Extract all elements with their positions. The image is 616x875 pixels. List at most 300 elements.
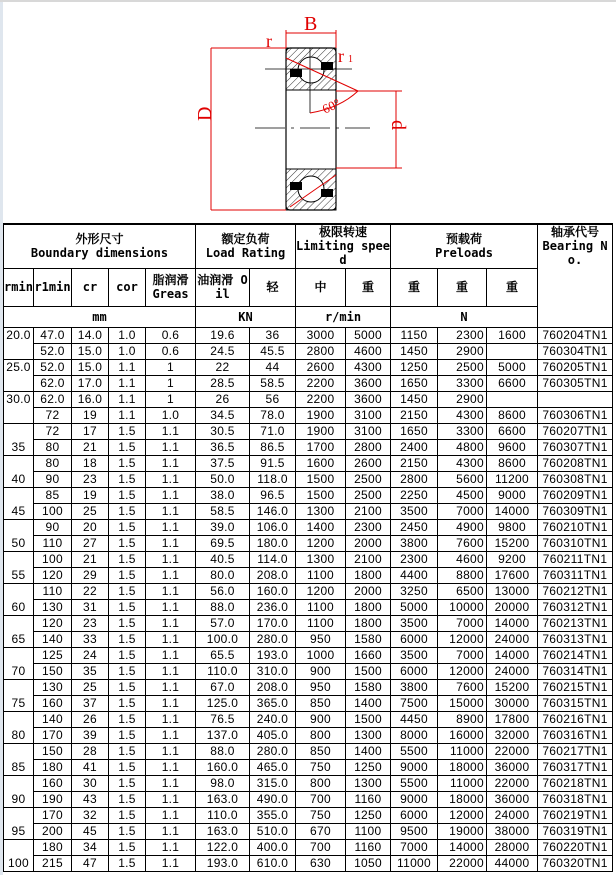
table-cell: 2150 [391, 455, 438, 471]
table-cell: 1.1 [146, 839, 196, 855]
table-cell: 27 [72, 535, 109, 551]
table-cell: 1150 [391, 327, 438, 343]
table-cell: 28 [72, 743, 109, 759]
subheader-cell: 重 [487, 268, 538, 306]
table-cell: 1.0 [109, 327, 146, 343]
table-cell: 137.0 [196, 727, 250, 743]
table-cell: 35 [72, 663, 109, 679]
table-cell: 14.0 [72, 327, 109, 343]
table-cell: 1450 [391, 391, 438, 407]
table-cell: 1300 [296, 503, 346, 519]
table-cell: 8600 [487, 407, 538, 423]
subheader-cell: 中 [296, 268, 346, 306]
table-cell: 120 [34, 567, 72, 583]
table-cell: 65.5 [196, 647, 250, 663]
table-cell: 1.5 [109, 503, 146, 519]
subheader-cell: cor [109, 268, 146, 306]
table-cell: 1.1 [146, 615, 196, 631]
table-cell: 3500 [391, 503, 438, 519]
table-cell: 150 [34, 663, 72, 679]
table-cell: 950 [296, 631, 346, 647]
table-cell: 180 [34, 839, 72, 855]
table-cell: 8900 [438, 711, 487, 727]
table-cell: 72 [34, 407, 72, 423]
table-cell: 7000 [438, 503, 487, 519]
bore-diameter-cell: 25.0 [4, 359, 34, 391]
table-cell: 1450 [391, 343, 438, 359]
table-cell: 1.1 [146, 471, 196, 487]
table-cell: 1500 [296, 487, 346, 503]
table-cell: 14000 [487, 615, 538, 631]
table-cell: 1.1 [146, 711, 196, 727]
subheader-cell: r1min [34, 268, 72, 306]
table-cell: 1.5 [109, 423, 146, 439]
table-cell: 39.0 [196, 519, 250, 535]
table-cell: 62.0 [34, 391, 72, 407]
table-cell: 78.0 [250, 407, 296, 423]
table-cell: 17 [72, 423, 109, 439]
table-cell: 26 [196, 391, 250, 407]
table-cell: 41 [72, 759, 109, 775]
table-cell: 12000 [438, 807, 487, 823]
bore-diameter-cell: 60 [4, 583, 34, 615]
table-cell: 1.1 [146, 775, 196, 791]
table-cell: 2000 [346, 583, 391, 599]
table-row [4, 823, 613, 839]
bore-diameter-cell: 55 [4, 551, 34, 583]
table-cell: 125 [34, 647, 72, 663]
table-cell: 14000 [487, 647, 538, 663]
table-cell: 44 [250, 359, 296, 375]
table-cell: 3100 [346, 423, 391, 439]
table-cell: 6000 [391, 807, 438, 823]
bearing-number-cell: 760205TN1 [538, 359, 613, 375]
table-row [4, 791, 613, 807]
table-cell: 1.1 [146, 535, 196, 551]
table-cell: 20000 [487, 599, 538, 615]
table-cell: 130 [34, 599, 72, 615]
table-row [4, 375, 613, 391]
table-cell: 26 [72, 711, 109, 727]
table-row [4, 807, 613, 823]
bearing-number-cell: 760220TN1 [538, 839, 613, 855]
table-cell: 30000 [487, 695, 538, 711]
table-cell: 72 [34, 423, 72, 439]
table-cell: 8600 [487, 455, 538, 471]
header-bearing-no: 轴承代号 Bearing No. [538, 224, 613, 327]
table-cell: 280.0 [250, 631, 296, 647]
subheader-cell: 脂润滑 Greas [146, 268, 196, 306]
table-cell: 32000 [487, 727, 538, 743]
bearing-number-cell: 760207TN1 [538, 423, 613, 439]
bore-diameter-cell: 75 [4, 679, 34, 711]
subheader-cell: 轻 [250, 268, 296, 306]
table-cell: 6000 [391, 631, 438, 647]
table-row [4, 535, 613, 551]
table-cell: 236.0 [250, 599, 296, 615]
table-cell: 24000 [487, 631, 538, 647]
table-cell: 19.6 [196, 327, 250, 343]
table-cell: 56 [250, 391, 296, 407]
bore-diameter-cell: 40 [4, 455, 34, 487]
table-cell: 750 [296, 759, 346, 775]
table-cell: 146.0 [250, 503, 296, 519]
table-cell: 1500 [296, 471, 346, 487]
table-cell: 900 [296, 711, 346, 727]
table-cell: 100.0 [196, 631, 250, 647]
table-cell: 193.0 [196, 855, 250, 871]
table-cell: 18 [72, 455, 109, 471]
bearing-number-cell: 760316TN1 [538, 727, 613, 743]
table-cell: 1100 [296, 615, 346, 631]
table-cell: 71.0 [250, 423, 296, 439]
table-cell: 18000 [438, 759, 487, 775]
table-cell: 1.1 [109, 407, 146, 423]
table-cell: 1.1 [146, 663, 196, 679]
table-cell: 1800 [346, 599, 391, 615]
table-cell: 140 [34, 711, 72, 727]
table-row [4, 503, 613, 519]
table-cell: 80 [34, 455, 72, 471]
table-cell: 400.0 [250, 839, 296, 855]
table-cell: 100 [34, 551, 72, 567]
table-cell: 5000 [391, 599, 438, 615]
table-cell: 208.0 [250, 567, 296, 583]
table-cell: 15.0 [72, 343, 109, 359]
table-cell: 1.5 [109, 791, 146, 807]
table-cell: 9200 [487, 551, 538, 567]
table-cell: 190 [34, 791, 72, 807]
table-cell: 16000 [438, 727, 487, 743]
table-cell: 2800 [391, 471, 438, 487]
bearing-number-cell: 760217TN1 [538, 743, 613, 759]
table-cell: 3500 [391, 647, 438, 663]
bore-diameter-cell: 70 [4, 647, 34, 679]
table-cell: 280.0 [250, 743, 296, 759]
table-cell: 1800 [346, 615, 391, 631]
bore-diameter-cell: 45 [4, 487, 34, 519]
table-cell: 2300 [346, 519, 391, 535]
table-cell: 4600 [438, 551, 487, 567]
table-cell: 160.0 [196, 759, 250, 775]
table-cell: 15200 [487, 535, 538, 551]
table-cell: 5500 [391, 775, 438, 791]
table-cell: 4450 [391, 711, 438, 727]
bore-diameter-cell: 80 [4, 711, 34, 743]
bore-diameter-cell: 100 [4, 839, 34, 871]
table-cell: 163.0 [196, 791, 250, 807]
bearing-number-cell: 760209TN1 [538, 487, 613, 503]
table-cell: 24000 [487, 663, 538, 679]
table-cell: 28.5 [196, 375, 250, 391]
table-cell: 2500 [346, 487, 391, 503]
table-cell: 700 [296, 839, 346, 855]
header-preloads: 预载荷 Preloads [391, 224, 538, 268]
table-cell: 98.0 [196, 775, 250, 791]
table-row [4, 775, 613, 791]
table-cell: 31 [72, 599, 109, 615]
table-cell: 240.0 [250, 711, 296, 727]
table-cell: 34.5 [196, 407, 250, 423]
bore-diameter-cell: 30.0 [4, 391, 34, 423]
table-cell: 1.1 [146, 647, 196, 663]
table-cell: 80 [34, 439, 72, 455]
table-cell: 2900 [438, 391, 487, 407]
table-cell: 110 [34, 535, 72, 551]
table-row [4, 439, 613, 455]
bore-diameter-cell: 50 [4, 519, 34, 551]
table-cell: 14000 [487, 503, 538, 519]
table-row [4, 359, 613, 375]
table-cell: 170 [34, 727, 72, 743]
table-cell: 163.0 [196, 823, 250, 839]
table-cell: 1160 [346, 839, 391, 855]
table-cell: 21 [72, 439, 109, 455]
bearing-number-cell: 760318TN1 [538, 791, 613, 807]
bore-diameter-cell: 90 [4, 775, 34, 807]
table-cell: 1250 [346, 807, 391, 823]
table-cell: 91.5 [250, 455, 296, 471]
radius1-subscript: 1 [348, 54, 353, 65]
table-cell: 38.0 [196, 487, 250, 503]
table-cell: 3000 [296, 327, 346, 343]
table-cell: 10000 [438, 599, 487, 615]
table-cell: 47 [72, 855, 109, 871]
bearing-number-cell: 760208TN1 [538, 455, 613, 471]
table-cell: 1.5 [109, 775, 146, 791]
table-cell: 200 [34, 823, 72, 839]
bearing-number-cell: 760218TN1 [538, 775, 613, 791]
table-row [4, 567, 613, 583]
table-cell: 1.5 [109, 615, 146, 631]
table-cell: 1.0 [146, 407, 196, 423]
table-cell: 700 [296, 791, 346, 807]
table-cell [487, 391, 538, 407]
table-cell: 14000 [438, 839, 487, 855]
table-cell: 1.5 [109, 807, 146, 823]
table-cell: 1.5 [109, 823, 146, 839]
table-cell: 3800 [391, 679, 438, 695]
table-row [4, 391, 613, 407]
table-cell: 58.5 [250, 375, 296, 391]
table-cell: 1.1 [146, 503, 196, 519]
table-cell: 30.5 [196, 423, 250, 439]
table-cell: 36.5 [196, 439, 250, 455]
table-cell: 1.1 [146, 423, 196, 439]
table-cell: 0.6 [146, 343, 196, 359]
table-cell: 1500 [346, 711, 391, 727]
table-cell: 76.5 [196, 711, 250, 727]
table-cell: 22000 [487, 743, 538, 759]
table-cell: 900 [296, 663, 346, 679]
table-cell [487, 343, 538, 359]
table-cell: 19000 [438, 823, 487, 839]
table-cell: 1.1 [109, 391, 146, 407]
bearing-number-cell: 760317TN1 [538, 759, 613, 775]
table-cell: 1160 [346, 791, 391, 807]
table-row [4, 647, 613, 663]
table-cell: 22000 [487, 775, 538, 791]
table-cell: 24.5 [196, 343, 250, 359]
table-cell: 140 [34, 631, 72, 647]
bore-diameter-cell: 65 [4, 615, 34, 647]
table-row [4, 839, 613, 855]
bore-diameter-cell: 20.0 [4, 327, 34, 359]
table-cell: 670 [296, 823, 346, 839]
bore-diameter-cell: 35 [4, 423, 34, 455]
table-cell: 7500 [391, 695, 438, 711]
table-cell: 208.0 [250, 679, 296, 695]
table-cell: 1600 [296, 455, 346, 471]
table-cell: 3300 [438, 375, 487, 391]
table-cell: 1100 [346, 823, 391, 839]
table-cell: 9000 [391, 791, 438, 807]
table-cell: 36 [250, 327, 296, 343]
table-cell: 2300 [438, 327, 487, 343]
bearing-number-cell: 760311TN1 [538, 567, 613, 583]
bearing-number-cell: 760304TN1 [538, 343, 613, 359]
table-cell: 1580 [346, 631, 391, 647]
table-row [4, 487, 613, 503]
table-cell: 193.0 [250, 647, 296, 663]
table-cell: 2000 [346, 535, 391, 551]
table-cell: 1300 [296, 551, 346, 567]
table-cell: 1.5 [109, 647, 146, 663]
table-cell: 160 [34, 775, 72, 791]
table-cell: 150 [34, 743, 72, 759]
table-cell: 3800 [391, 535, 438, 551]
table-row [4, 519, 613, 535]
table-cell: 1100 [296, 567, 346, 583]
table-cell: 37.5 [196, 455, 250, 471]
header-boundary-dimensions: 外形尺寸 Boundary dimensions [4, 224, 196, 268]
table-cell: 1.5 [109, 663, 146, 679]
radius1-label: r [338, 46, 344, 66]
table-cell: 69.5 [196, 535, 250, 551]
table-cell: 7000 [438, 615, 487, 631]
table-cell: 1650 [391, 423, 438, 439]
table-cell: 45.5 [250, 343, 296, 359]
table-cell: 1500 [346, 663, 391, 679]
table-row [4, 551, 613, 567]
table-cell: 47.0 [34, 327, 72, 343]
table-cell: 630 [296, 855, 346, 871]
table-cell: 33 [72, 631, 109, 647]
bearing-number-cell: 760314TN1 [538, 663, 613, 679]
table-cell: 1200 [296, 583, 346, 599]
table-cell: 40.5 [196, 551, 250, 567]
table-cell: 44000 [487, 855, 538, 871]
table-cell: 1.5 [109, 839, 146, 855]
table-cell: 9500 [391, 823, 438, 839]
table-cell: 1.1 [146, 551, 196, 567]
table-cell: 30 [72, 775, 109, 791]
table-row [4, 759, 613, 775]
table-cell: 7600 [438, 535, 487, 551]
bearing-number-cell: 760308TN1 [538, 471, 613, 487]
bearing-spec-table [3, 223, 613, 872]
table-cell: 465.0 [250, 759, 296, 775]
table-cell: 110 [34, 583, 72, 599]
table-cell: 25 [72, 503, 109, 519]
table-cell: 950 [296, 679, 346, 695]
table-cell: 1900 [296, 407, 346, 423]
table-cell: 490.0 [250, 791, 296, 807]
table-cell: 2500 [346, 471, 391, 487]
table-cell: 315.0 [250, 775, 296, 791]
table-cell: 110.0 [196, 807, 250, 823]
table-cell: 90 [34, 519, 72, 535]
table-cell: 67.0 [196, 679, 250, 695]
table-cell: 2450 [391, 519, 438, 535]
bearing-number-cell: 760211TN1 [538, 551, 613, 567]
bearing-number-cell: 760219TN1 [538, 807, 613, 823]
table-cell: 4500 [438, 487, 487, 503]
table-cell: 1.1 [146, 439, 196, 455]
table-cell: 37 [72, 695, 109, 711]
table-cell: 7000 [391, 839, 438, 855]
table-cell: 3600 [346, 391, 391, 407]
bearing-number-cell: 760204TN1 [538, 327, 613, 343]
table-cell: 130 [34, 679, 72, 695]
table-cell: 36000 [487, 791, 538, 807]
table-cell: 1.1 [109, 375, 146, 391]
table-cell: 110.0 [196, 663, 250, 679]
table-cell: 36000 [487, 759, 538, 775]
table-cell: 170 [34, 807, 72, 823]
table-cell: 29 [72, 567, 109, 583]
table-row [4, 663, 613, 679]
table-cell: 3300 [438, 423, 487, 439]
table-cell: 1.1 [146, 759, 196, 775]
table-cell: 106.0 [250, 519, 296, 535]
subheader-cell: cr [72, 268, 109, 306]
table-cell: 9000 [391, 759, 438, 775]
table-cell: 1.5 [109, 487, 146, 503]
table-cell: 1.0 [109, 343, 146, 359]
table-cell: 2500 [438, 359, 487, 375]
table-cell: 750 [296, 807, 346, 823]
table-cell: 1200 [296, 535, 346, 551]
table-row [4, 855, 613, 871]
table-cell: 160.0 [250, 583, 296, 599]
table-row [4, 631, 613, 647]
table-cell: 38000 [487, 823, 538, 839]
table-cell: 13000 [487, 583, 538, 599]
subheader-cell: 重 [346, 268, 391, 306]
table-cell: 15000 [438, 695, 487, 711]
table-cell: 1400 [346, 743, 391, 759]
table-cell: 1.5 [109, 599, 146, 615]
table-cell: 1.5 [109, 551, 146, 567]
table-cell: 17.0 [72, 375, 109, 391]
table-row [4, 711, 613, 727]
table-cell: 1300 [346, 727, 391, 743]
table-cell: 4300 [346, 359, 391, 375]
table-cell: 1 [146, 391, 196, 407]
bearing-number-cell: 760309TN1 [538, 503, 613, 519]
table-cell: 32 [72, 807, 109, 823]
table-cell: 19 [72, 407, 109, 423]
table-cell: 1.5 [109, 743, 146, 759]
table-cell: 4300 [438, 455, 487, 471]
table-cell: 1.5 [109, 695, 146, 711]
table-cell: 1.1 [146, 743, 196, 759]
table-cell: 11000 [438, 743, 487, 759]
table-cell: 3500 [391, 615, 438, 631]
table-cell: 1.1 [146, 599, 196, 615]
table-cell: 7000 [438, 647, 487, 663]
